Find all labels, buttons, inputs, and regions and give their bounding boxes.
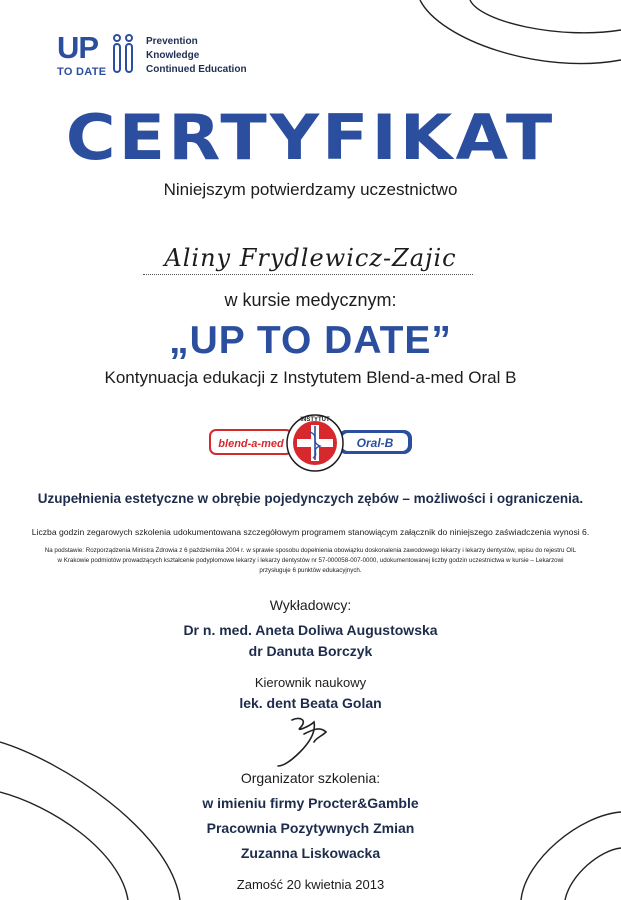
- scientific-director-name: lek. dent Beata Golan: [239, 695, 382, 711]
- handwritten-signature: [270, 712, 350, 770]
- logo-tagline-line: Continued Education: [146, 64, 247, 75]
- legal-basis: [40, 546, 581, 576]
- blend-a-med-logo: blend-a-med: [218, 438, 284, 450]
- logo-up-text: UP: [57, 30, 99, 65]
- course-intro: w kursie medycznym:: [224, 290, 397, 310]
- hours-statement: Liczba godzin zegarowych szkolenia udokumentowana szczegółowym programem stanowiącym załącznik do niniejszego zaświadczenia wynosi 6.: [31, 527, 590, 537]
- legal-line: w Krakowie podmiotów prowadzących kształcenie podyplomowe lekarzy i lekarzy dentystów nr 57-000058-007-0000, udokumentowanej liczby godzin uczestnictwa w kursie – Lekarzowi: [57, 557, 564, 564]
- course-title: „UP TO DATE”: [169, 319, 452, 362]
- continuation-text: Kontynuacja edukacji z Instytutem Blend-a-med Oral B: [104, 368, 517, 387]
- legal-line: Na podstawie: Rozporządzenia Ministra Zdrowia z 6 października 2004 r. w sprawie sposobu dopełnienia obowiązku doskonalenia zawodowego lekarzy i lekarzy dentystów, wpisu do rejestru OIL: [44, 547, 577, 554]
- name-dotted-line: [143, 274, 473, 275]
- course-subject: Uzupełnienia estetyczne w obrębie pojedynczych zębów – możliwości i ograniczenia.: [37, 491, 584, 506]
- lecturer-name: dr Danuta Borczyk: [248, 643, 373, 659]
- legal-line: przysługuje 6 punktów edukacyjnych.: [259, 567, 362, 574]
- certificate-title: CERTYFIKAT: [65, 102, 556, 175]
- organizer-line: Zuzanna Liskowacka: [240, 845, 381, 861]
- lecturers-label: Wykładowcy:: [269, 597, 352, 613]
- logo-tagline-line: Prevention: [146, 36, 198, 47]
- participant-name: Aliny Frydlewicz-Zajic: [164, 244, 457, 272]
- institute-seal-text: INSTYTUT: [300, 417, 330, 423]
- logo-tagline: [146, 35, 247, 77]
- scientific-director-label: Kierownik naukowy: [254, 675, 367, 690]
- people-logo-icon: [111, 34, 141, 74]
- organizer-label: Organizator szkolenia:: [240, 770, 381, 786]
- logo-to-date-text: TO DATE: [57, 66, 107, 78]
- organizer-line: w imieniu firmy Procter&Gamble: [202, 795, 419, 811]
- issue-date: Zamość 20 kwietnia 2013: [236, 877, 385, 892]
- lecturer-name: Dr n. med. Aneta Doliwa Augustowska: [183, 622, 438, 638]
- organizer-line: Pracownia Pozytywnych Zmian: [206, 820, 415, 836]
- confirmation-text: Niniejszym potwierdzamy uczestnictwo: [163, 180, 458, 199]
- oral-b-logo: Oral-B: [356, 436, 394, 450]
- logo-tagline-line: Knowledge: [146, 50, 200, 61]
- brand-badge: [208, 412, 418, 474]
